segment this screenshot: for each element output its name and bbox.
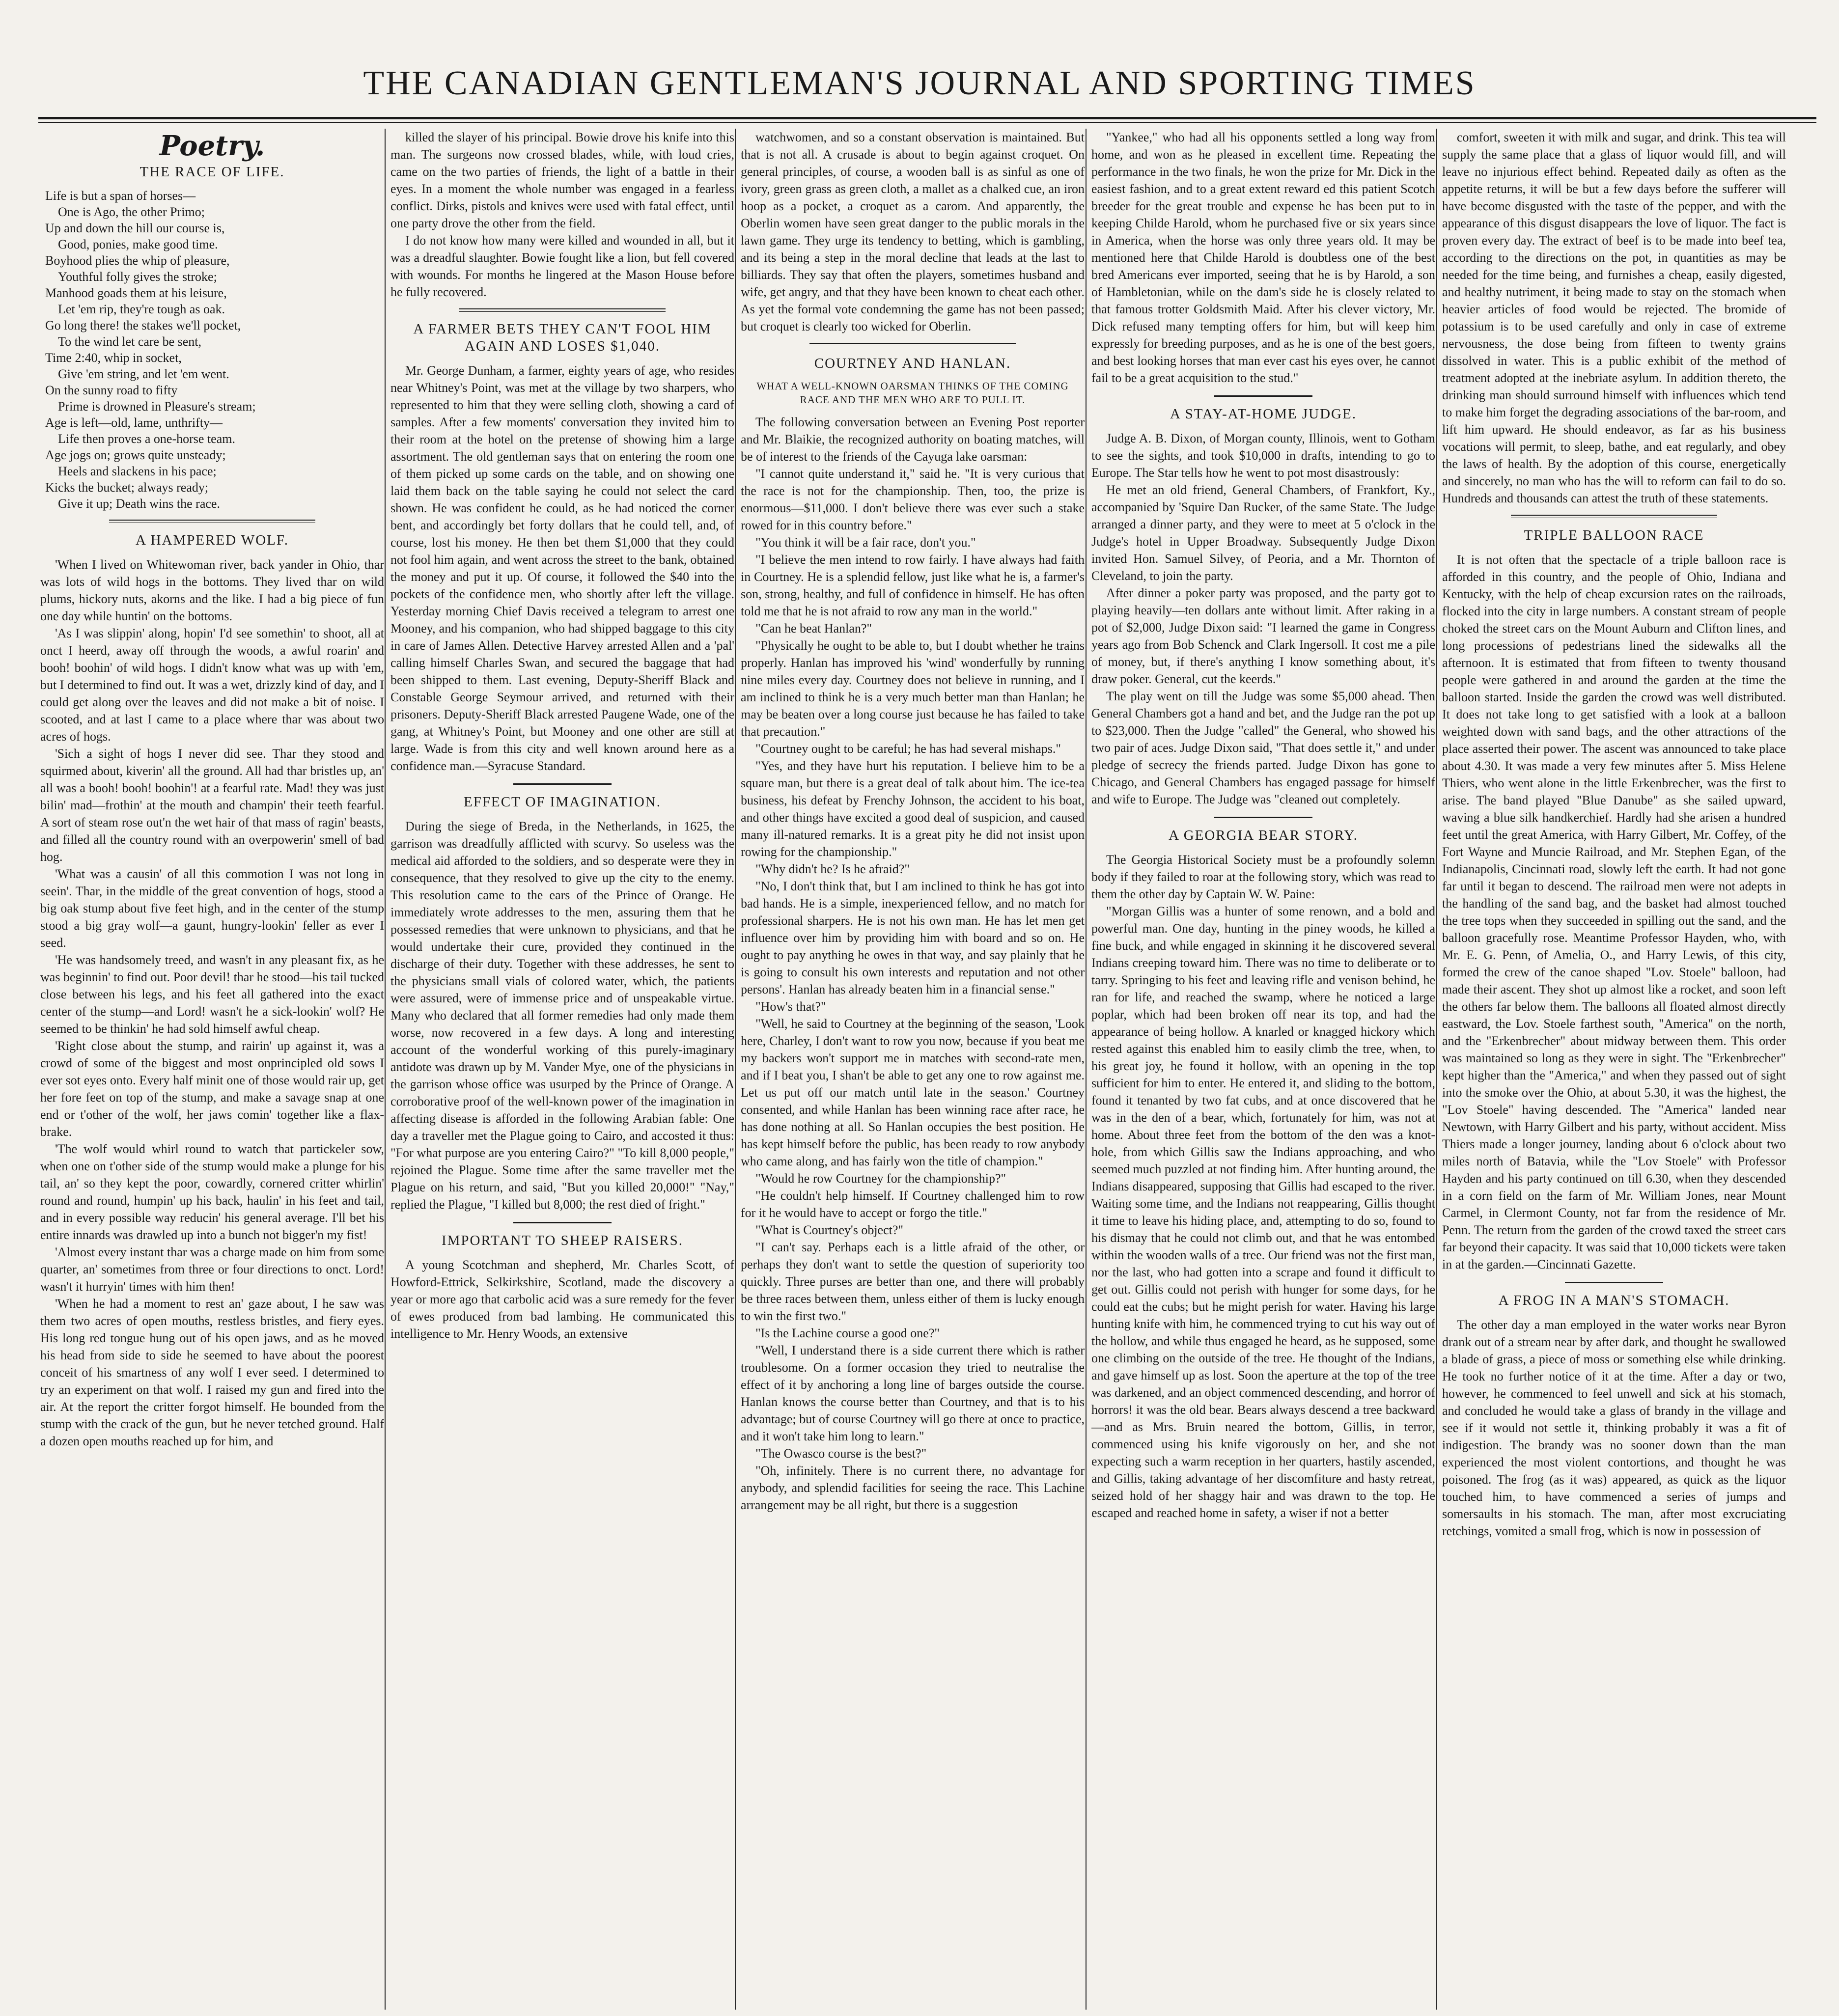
poem-line: Age jogs on; grows quite unsteady; [45, 448, 226, 462]
poem-line: On the sunny road to fifty [45, 383, 178, 397]
paragraph: "How's that?" [755, 999, 826, 1014]
article-title: EFFECT OF IMAGINATION. [464, 794, 661, 810]
paragraph: killed the slayer of his principal. Bowie drove his knife into this man. The surgeons now crossed blades, while, with loud cries, came on the two parties of friends, the light of a battle in their eyes. In a moment the whole number was engaged in a fearless conflict. Dirks, pistols and knives were used with fatal effect, until one party drove the other from the field. [390, 130, 734, 230]
poem-line: Up and down the hill our course is, [45, 221, 225, 235]
poem-title: THE RACE OF LIFE. [139, 164, 285, 180]
paragraph: The other day a man employed in the water works near Byron drank out of a stream near by after dark, and thought he swallowed a blade of grass, a piece of moss or something else while drinking. He took no further notice of it at the time. After a day or two, however, he commenced to feel unwell and sick at his stomach, and concluded he would take a glass of brandy in the village and see if it would not settle it, thinking probably it was a fit of indigestion. The brandy was no sooner down than the man experienced the most violent contortions, and thought he was poisoned. The frog (as it was) appeared, as quick as the liquor touched him, to have commenced a series of jumps and somersaults in his stomach. The man, after most excruciating retchings, vomited a small frog, which is now in possession of [1442, 1318, 1786, 1538]
column-5 [1442, 129, 1786, 2010]
article-body [1091, 129, 1435, 387]
paragraph: "Well, he said to Courtney at the beginning of the season, 'Look here, Charley, I don't want to row you now, because if you beat me my backers won't support me in matches with second-rate men, and if I beat you, I shan't be able to get any one to row against me. Let us put off our match until late in the season.' Courtney consented, and while Hanlan has been winning race after race, he has done nothing at all. So Hanlan occupies the best position. He has kept himself before the public, has been ready to row anybody who came along, and has fairly won the title of champion." [741, 1017, 1085, 1168]
article-body [741, 414, 1085, 1514]
article-body [40, 556, 384, 1450]
paragraph: 'What was a causin' of all this commotion I was not long in seein'. Thar, in the middle of the great convention of hogs, stood a big oak stump about five feet high, and in the center of the stump stood a big gray wolf—a gaunt, hungry-lookin' feller as ever I seed. [40, 867, 384, 950]
paragraph: "Would he row Courtney for the championship?" [755, 1171, 1006, 1186]
paragraph: 'Sich a sight of hogs I never did see. Thar they stood and squirmed about, kiverin' all the ground. All had thar bristles up, an' all was a booh! booh! boohin'! at a fearful rate. Mad! they was just bilin' mad—frothin' at the mouth and champin' their teeth fearful. A sort of steam rose out'n the wet hair of that mass of ragin' beasts, and filled all the country round with an overpowerin' smell of bad hog. [40, 746, 384, 864]
separator [809, 343, 1016, 344]
paragraph: "Physically he ought to be able to, but I doubt whether he trains properly. Hanlan has improved his 'wind' wonderfully by running nine miles every day. Courtney does not believe in running, and I am inclined to think he is a very much better man than Hanlan; he may be beaten over a long course just because he has failed to take that precaution." [741, 638, 1085, 739]
separator [459, 311, 666, 312]
article-title: COURTNEY AND HANLAN. [814, 356, 1011, 371]
paragraph: "What is Courtney's object?" [755, 1223, 904, 1237]
poem-line: Let 'em rip, they're tough as oak. [58, 302, 225, 316]
paragraph: 'He was handsomely treed, and wasn't in any pleasant fix, as he was beginnin' to find out. Poor devil! thar he stood—his tail tucked close between his legs, and his feet all gathered into the exact center of the stump—and Lord! wasn't he a sick-lookin' wolf? He seemed to be thinkin' he had sold himself awful cheap. [40, 953, 384, 1036]
article-title: A GEORGIA BEAR STORY. [1169, 828, 1358, 843]
paragraph: "Oh, infinitely. There is no current there, no advantage for anybody, and splendid facilities for seeing the race. This Lachine arrangement may be all right, but there is a suggestion [741, 1464, 1085, 1512]
paragraph: During the siege of Breda, in the Netherlands, in 1625, the garrison was dreadfully afflicted with scurvy. So useless was the medical aid afforded to the soldiers, and so desperate were they in consequence, that they resolved to give up the city to the enemy. This resolution came to the ears of the Prince of Orange. He immediately wrote addresses to the men, assuring them that he possessed remedies that were unknown to physicians, and that he would undertake their cure, provided they continued in the discharge of their duty. Together with these addresses, he sent to the physicians small vials of colored water, which, the patients were assured, were of immense price and of unspeakable virtue. Many who declared that all former remedies had only made them worse, now recovered in a few days. A long and interesting account of the wonderful working of this purely-imaginary antidote was drawn up by M. Vander Mye, one of the physicians in the garrison whose office was usurped by the Prince of Orange. A corroborative proof of the well-known power of the imagination in affecting disease is afforded in the following Arabian fable: One day a traveller met the Plague going to Cairo, and accosted it thus: "For what purpose are you entering Cairo?" "To kill 8,000 people," rejoined the Plague. Some time after the same traveller met the Plague on his return, and said, "But you killed 20,000!" "Nay," replied the Plague, "I killed but 8,000; the rest died of fright." [390, 819, 734, 1212]
paragraph: I do not know how many were killed and wounded in all, but it was a dreadful slaughter. Bowie fought like a lion, but fell covered with wounds. For months he lingered at the Mason House before he fully recovered. [390, 233, 734, 299]
poem-line: Give it up; Death wins the race. [58, 497, 220, 511]
article-body [390, 1256, 734, 1342]
paragraph: "You think it will be a fair race, don't you." [755, 535, 976, 550]
separator [1511, 515, 1717, 516]
paragraph: "Is the Lachine course a good one?" [755, 1326, 940, 1340]
poem [45, 188, 384, 512]
article-body [1091, 851, 1435, 1521]
poem-line: Manhood goads them at his leisure, [45, 286, 227, 300]
separator [1565, 1282, 1663, 1283]
article-body [1091, 430, 1435, 808]
paragraph: watchwomen, and so a constant observation is maintained. But that is not all. A crusade is about to begin against croquet. On general principles, of course, a wooden ball is as sinful as one of ivory, green grass as green cloth, a mallet as a chalked cue, an iron hoop as a pocket, a croquet as a carom. And apparently, the Oberlin women have seen great danger to the public morals in the lawn game. They urge its tendency to betting, which is gambling, and its being a step in the moral decline that leads at the last to billiards. They say that often the players, sometimes husband and wife, get angry, and that they have been known to cheat each other. As yet the formal vote condemning the game has not been passed; but croquet is clearly too wicked for Oberlin. [741, 130, 1085, 333]
article-title: A STAY-AT-HOME JUDGE. [1170, 406, 1357, 422]
paragraph: It is not often that the spectacle of a triple balloon race is afforded in this country, and the people of Ohio, Indiana and Kentucky, with the help of cheap excursion rates on the railroads, flocked into the city in large numbers. A constant stream of people choked the street cars on the Mount Auburn and Clifton lines, and long processions of pedestrians lined the sidewalks all the afternoon. It is estimated that from fifteen to twenty thousand people were gathered in and around the garden at the time the balloon started. Inside the garden the crowd was well distributed. It does not take long to get satisfied with a look at a balloon weighted down with sand bags, and the other attractions of the place asserted their power. The ascent was announced to take place about 4.30. It was made a very few minutes after 5. Miss Helene Thiers, who went alone in the little Erkenbrecher, was the first to arise. The band played "Blue Danube" as she sailed upward, waving a blue silk handkerchief. Hardly had she arisen a hundred feet until the great America, with Harry Gilbert, Mr. Coffey, of the Fort Wayne and Muncie Railroad, and Mr. Stephen Egan, of the Indianapolis, Cincinnati road, slowly left the earth. It had not gone far until it began to descend. The railroad men were not adepts in the handling of the sand bag, and the basket had almost touched the tree tops when they succeeded in spilling out the sand, and the balloon gracefully rose. Meantime Professor Hayden, who, with Mr. E. G. Penn, of Amelia, O., and Harry Lewis, of this city, formed the crew of the canoe shaped "Lov. Stoele" balloon, had made their ascent. They shot up almost like a rocket, and soon left the others far below them. The balloons all floated almost directly eastward, the Lov. Stoele farthest south, "America" on the north, and the "Erkenbrecher" about midway between them. This order was maintained so long as they were in sight. The "Erkenbrecher" kept higher than the "America," and when they passed out of sight into the smoke over the Ohio, at about 5.30, it was the highest, the "Lov Stoele" having descended. The "America" landed near Newtown, with Harry Gilbert and his party, without accident. Miss Thiers made a longer journey, landing about 6 o'clock about two miles north of Batavia, while the "Lov Stoele" with Professor Hayden and his party continued on till 6.30, when they descended in a corn field on the farm of Mr. William Jones, near Mount Carmel, in Clermont County, not far from the residence of Mr. Penn. The return from the garden of the crowd taxed the street cars far beyond their capacity. It was said that 10,000 tickets were taken in at the garden.—Cincinnati Gazette. [1442, 552, 1786, 1271]
article-body [1442, 129, 1786, 507]
paragraph: "He couldn't help himself. If Courtney challenged him to row for it he would have to accept or forgo the title." [741, 1188, 1085, 1220]
paragraph: 'When I lived on Whitewoman river, back yander in Ohio, thar was lots of wild hogs in the bottoms. They lived thar on wild plums, hickory nuts, akorns and the like. I had a big piece of fun one day while huntin' on the bottoms. [40, 557, 384, 623]
article-body [1442, 551, 1786, 1273]
paragraph: The play went on till the Judge was some $5,000 ahead. Then General Chambers got a hand and bet, and the Judge ran the pot up to $23,000. Then the Judge "called" the General, who showed his two pair of aces. Judge Dixon said, "That does settle it," and under pledge of secrecy the friends parted. Judge Dixon has gone to Chicago, and General Chambers has engaged passage for himself and wife to Europe. The Judge was "cleaned out completely. [1091, 689, 1435, 806]
column-1 [40, 129, 384, 2010]
masthead: THE CANADIAN GENTLEMAN'S JOURNAL AND SPORTING TIMES [363, 64, 1476, 102]
column-3 [741, 129, 1085, 2010]
paragraph: "No, I don't think that, but I am inclined to think he has got into bad hands. He is a simple, inexperienced fellow, and no match for professional sharpers. He is not his own man. He has let men get influence over him by providing him with board and so on. He ought to pay anything he owes in that way, and say plainly that he is going to consult his own interests and reputation and not other persons'. Hanlan has already beaten him in a financial sense." [741, 879, 1085, 996]
column-4 [1091, 129, 1435, 2010]
article-title: A FROG IN A MAN'S STOMACH. [1498, 1293, 1730, 1308]
column-divider [385, 129, 386, 2010]
paragraph: 'The wolf would whirl round to watch that partickeler sow, when one on t'other side of the stump would make a plunge for his tail, an' so they kept the poor, cowardly, cornered critter whirlin' round and round, humpin' up his back, haulin' in his feet and tail, and in every possible way reducin' his general average. I'll bet his entire innards was drawled up into a bunch not bigger'n my fist! [40, 1142, 384, 1242]
column-divider [1436, 129, 1437, 2010]
article-body [390, 818, 734, 1213]
poem-line: Prime is drowned in Pleasure's stream; [58, 399, 256, 414]
paragraph: "I cannot quite understand it," said he. "It is very curious that the race is not for the championship. Then, too, the prize is enormous—$11,000. I don't believe there was ever such a stake rowed for in this country before." [741, 467, 1085, 532]
article-title: TRIPLE BALLOON RACE [1524, 527, 1704, 543]
paragraph: The following conversation between an Evening Post reporter and Mr. Blaikie, the recognized authority on boating matches, will be of interest to the friends of the Cayuga lake oarsman: [741, 415, 1085, 464]
separator [513, 1222, 612, 1223]
paragraph: "Courtney ought to be careful; he has had several mishaps." [755, 742, 1061, 756]
separator [459, 308, 666, 309]
article-subtitle: WHAT A WELL-KNOWN OARSMAN THINKS OF THE COMING RACE AND THE MEN WHO ARE TO PULL IT. [756, 380, 1069, 406]
poem-line: Kicks the bucket; always ready; [45, 480, 209, 495]
paragraph: "Morgan Gillis was a hunter of some renown, and a bold and powerful man. One day, hunting in the piney woods, he killed a fine buck, and while engaged in skinning it he discovered several Indians creeping toward him. There was no time to deliberate or to tarry. Springing to his feet and leaving rifle and venison behind, he ran for life, and reached the swamp, where he noticed a large poplar, which had been broken off near its top, and had the appearance of being hollow. A knarled or knagged hickory which rested against this enabled him to easily climb the tree, when, to his great joy, he found it hollow, with an opening in the top sufficient for him to enter. He entered it, and sliding to the bottom, found it tenanted by two fat cubs, and at once discovered that he was in the den of a bear, which, fortunately for him, was not at home. About three feet from the bottom of the den was a knot-hole, from which Gillis saw the Indians approaching, and who seemed much puzzled at not finding him. After hunting around, the Indians disappeared, supposing that Gillis had escaped to the river. Waiting some time, and the Indians not reappearing, Gillis thought it time to leave his hiding place, and, attempting to do so, found to his dismay that he could not climb out, and that he was entombed within the wooden walls of a tree. Our friend was not the first man, nor the last, who had gotten into a scrape and found it difficult to get out. Gillis could not perish with hunger for some days, for he could eat the cubs; but he might perish for water. Having his large hunting knife with him, he commenced trying to cut his way out of the hollow, and while thus engaged he heard, as he supposed, some one climbing on the outside of the tree. He thought of the Indians, and gave himself up as lost. Soon the aperture at the top of the tree was darkened, and an object commenced descending, and horror of horrors! it was the old bear. Bears always descend a tree backward—and as Mrs. Bruin neared the bottom, Gillis, in terror, commenced using his knife vigorously on her, and she not expecting such a warm reception in her quarters, hastily ascended, and Gillis, taking advantage of her discomfiture and hasty retreat, seized hold of her shaggy hair and was drawn to the top. He escaped and reached home in safety, a wiser if not a better [1091, 904, 1435, 1520]
column-divider [1086, 129, 1087, 2010]
paragraph: After dinner a poker party was proposed, and the party got to playing heavily—ten dollars ante without limit. After raking in a pot of $2,000, Judge Dixon said: "I learned the game in Congress years ago from Bob Schenck and Clark Ingersoll. It cost me a pile of money, but, if there's anything I know something about, it's draw poker. General, cut the keerds." [1091, 586, 1435, 686]
paragraph: comfort, sweeten it with milk and sugar, and drink. This tea will supply the same place that a glass of liquor would fill, and will leave no injurious effect behind. Repeated daily as often as the appetite returns, it will be but a few days before the sufferer will have become disgusted with the taste of the pepper, and with the appearance of this disgust disappears the love of liquor. The fact is proven every day. The extract of beef is to be made into beef tea, according to the directions on the pot, in quantities as may be needed for the time being, and furnishes a cheap, easily digested, and healthy nutriment, it being made to stay on the stomach when heavier articles of food would be rejected. The bromide of potassium is to be used carefully and only in case of extreme nervousness, the dose being from fifteen to twenty grains dissolved in water. This is a public exhibit of the method of treatment adopted at the inebriate asylum. In addition thereto, the drinking man should surround himself with influences which tend to make him forget the degrading associations of the bar-room, and lift him upward. He should endeavor, as far as his business vocations will permit, to sleep, bathe, and eat regularly, and obey the laws of health. By the adoption of this course, energetically and sincerely, no man who has the will to reform can fail to do so. Hundreds and thousands can attest the truth of these statements. [1442, 130, 1786, 505]
article-title: A HAMPERED WOLF. [136, 532, 289, 548]
poem-line: To the wind let care be sent, [58, 334, 202, 349]
poem-line: Life then proves a one-horse team. [58, 432, 235, 446]
paragraph: "Yes, and they have hurt his reputation. I believe him to be a square man, but there is a great deal of talk about him. The ice-tea business, his defeat by Frenchy Johnson, the accident to his boat, and other things have excited a good deal of suspicion, and caused many ill-natured remarks. It is a great pity he did not insist upon rowing for the championship." [741, 759, 1085, 859]
paragraph: He met an old friend, General Chambers, of Frankfort, Ky., accompanied by 'Squire Dan Rucker, of the same State. The Judge arranged a dinner party, and they were to meet at 5 o'clock in the Judge's hotel in Upper Broadway. Subsequently Judge Dixon invited Hon. Samuel Silvey, of Peoria, and a Mr. Thornton of Cleveland, to join the party. [1091, 483, 1435, 583]
paragraph: "The Owasco course is the best?" [755, 1446, 927, 1461]
article-body [390, 362, 734, 774]
column-2 [390, 129, 734, 2010]
poem-line: Boyhood plies the whip of pleasure, [45, 253, 230, 268]
article-body [1442, 1316, 1786, 1540]
separator [513, 783, 612, 785]
paragraph: A young Scotchman and shepherd, Mr. Charles Scott, of Howford-Ettrick, Selkirkshire, Scotland, made the discovery a year or more ago that carbolic acid was a sure remedy for the fever of ewes produced from bad lambing. He communicated this intelligence to Mr. Henry Woods, an extensive [390, 1258, 734, 1341]
article-title: IMPORTANT TO SHEEP RAISERS. [441, 1233, 683, 1248]
column-divider [735, 129, 736, 2010]
separator [1214, 817, 1312, 818]
poem-line: Age is left—old, lame, unthrifty— [45, 415, 223, 430]
paragraph: "Why didn't he? Is he afraid?" [755, 862, 910, 876]
separator [109, 520, 315, 521]
paragraph: "Well, I understand there is a side current there which is rather troublesome. On a former occasion they tried to neutralise the effect of it by anchoring a long line of barges outside the course. Hanlan knows the course better than Courtney, and that is to his advantage; but of course Courtney will go there at once to practice, and it won't take him long to learn." [741, 1343, 1085, 1443]
poem-line: Life is but a span of horses— [45, 189, 196, 203]
poem-line: Go long there! the stakes we'll pocket, [45, 318, 241, 332]
paragraph: The Georgia Historical Society must be a profoundly solemn body if they failed to roar at the following story, which was read to them the other day by Captain W. W. Paine: [1091, 853, 1435, 901]
paragraph: 'Almost every instant thar was a charge made on him from some quarter, an' sometimes from three or four directions to onct. Lord! wasn't it hurryin' times with him then! [40, 1245, 384, 1294]
paragraph: Judge A. B. Dixon, of Morgan county, Illinois, went to Gotham to see the sights, and took $10,000 in drafts, intending to go to Europe. The Star tells how he went to pot most disastrously: [1091, 431, 1435, 480]
paragraph: 'When he had a moment to rest an' gaze about, I he saw was them two acres of open mouths, restless bristles, and fiery eyes. His long red tongue hung out of his open jaws, and as he moved his head from side to side he seemed to have about the poorest conceit of his smartness of any wolf I ever seed. I determined to try an experiment on that wolf. I raised my gun and fired into the air. At the report the critter forgot himself. He bounded from the stump with the crack of the gun, but he never tetched ground. Half a dozen open mouths reached up for him, and [40, 1297, 384, 1448]
article-body [741, 129, 1085, 335]
paragraph: "I believe the men intend to row fairly. I have always had faith in Courtney. He is a splendid fellow, just like what he is, a farmer's son, strong, healthy, and full of confidence in himself. He has often told me that he is not afraid to row any man in the world." [741, 552, 1085, 618]
masthead-rule [38, 117, 1816, 119]
paragraph: 'Right close about the stump, and rairin' up against it, was a crowd of some of the biggest and most onprincipled old sows I ever sot eyes onto. Every half minit one of those would rair up, get her fore feet on top of the stump, and make a savage snap at one end or t'other of the wolf, her jaws comin' together like a flax-brake. [40, 1039, 384, 1139]
separator [1214, 395, 1312, 397]
poem-line: Heels and slackens in his pace; [58, 464, 217, 478]
paragraph: 'As I was slippin' along, hopin' I'd see somethin' to shoot, all at onct I heerd, away off through the woods, a awful roarin' and booh! boohin' of wild hogs. I didn't know what was up with 'em, but I determined to find out. It was a wet, drizzly kind of day, and I could get along over the leaves and did not make a bit of noise. I scooted, and at last I came to a place where thar was about two acres of hogs. [40, 626, 384, 744]
article-body [390, 129, 734, 301]
paragraph: Mr. George Dunham, a farmer, eighty years of age, who resides near Whitney's Point, was met at the village by two sharpers, who represented to him that they were selling cloth, showing a card of samples. After a few moments' conversation they invited him to their room at the hotel on the pretense of showing him a large assortment. The old gentleman says that on entering the room one of them picked up some cards on the table, and on showing one laid them back on the table saying he could not select the card shown. He was confident he could, as he had noticed the corner bent, and accordingly bet forty dollars that he could tell, and, of course, lost his money. He then bet them $1,000 that they could not fool him again, and went across the street to the bank, obtained the money and put it up. Of course, it followed the $40 into the pockets of the confidence men, who shortly after left the village. Yesterday morning Chief Davis received a telegram to arrest one Mooney, and his companion, who had shipped baggage to this city in care of James Allen. Detective Harvey arrested Allen and a 'pal' calling himself Charles Swan, and secured the baggage that had been shipped to them. Last evening, Deputy-Sheriff Black and Constable George Seymour arrived, and returned with their prisoners. Deputy-Sheriff Black arrested Paugene Wade, one of the gang, at Whitney's Point, but Mooney and one other are still at large. Wade is from this city and well known around here as a confidence man.—Syracuse Standard. [390, 363, 734, 773]
poem-line: Give 'em string, and let 'em went. [58, 367, 229, 381]
poem-line: Youthful folly gives the stroke; [58, 270, 217, 284]
paragraph: "Yankee," who had all his opponents settled a long way from home, and won as he pleased in excellent time. Repeating the performance in the two finals, he won the prize for Mr. Dick in the easiest fashion, and to a great extent reward ed this patient Scotch breeder for the great trouble and expense he has been put to in keeping Childe Harold, whom he purchased five or six years since in America, when the horse was only three years old. It may be mentioned here that Childe Harold is doubtless one of the best bred Americans ever imported, seeing that he is by Harold, a son of Hambletonian, while on the dam's side he is closely related to that famous trotter Goldsmith Maid. After his clever victory, Mr. Dick refused many tempting offers for him, but will keep him expressly for breeding purposes, and as he is one of the best goers, and best looking horses that man ever cast his eyes over, he cannot fail to be a great acquisition to the stud." [1091, 130, 1435, 385]
poem-line: Time 2:40, whip in socket, [45, 351, 182, 365]
poem-line: One is Ago, the other Primo; [58, 205, 205, 219]
paragraph: "Can he beat Hanlan?" [755, 621, 872, 635]
poem-line: Good, ponies, make good time. [58, 237, 218, 251]
article-title: A FARMER BETS THEY CAN'T FOOL HIM AGAIN AND LOSES $1,040. [413, 321, 712, 354]
paragraph: "I can't say. Perhaps each is a little afraid of the other, or perhaps they don't want to settle the question of superiority too quickly. Three purses are better than one, and there will probably be three races between them, unless either of them is lucky enough to win the first two." [741, 1240, 1085, 1323]
poetry-heading: Poetry. [159, 130, 265, 162]
masthead-rule-thin [38, 122, 1816, 123]
